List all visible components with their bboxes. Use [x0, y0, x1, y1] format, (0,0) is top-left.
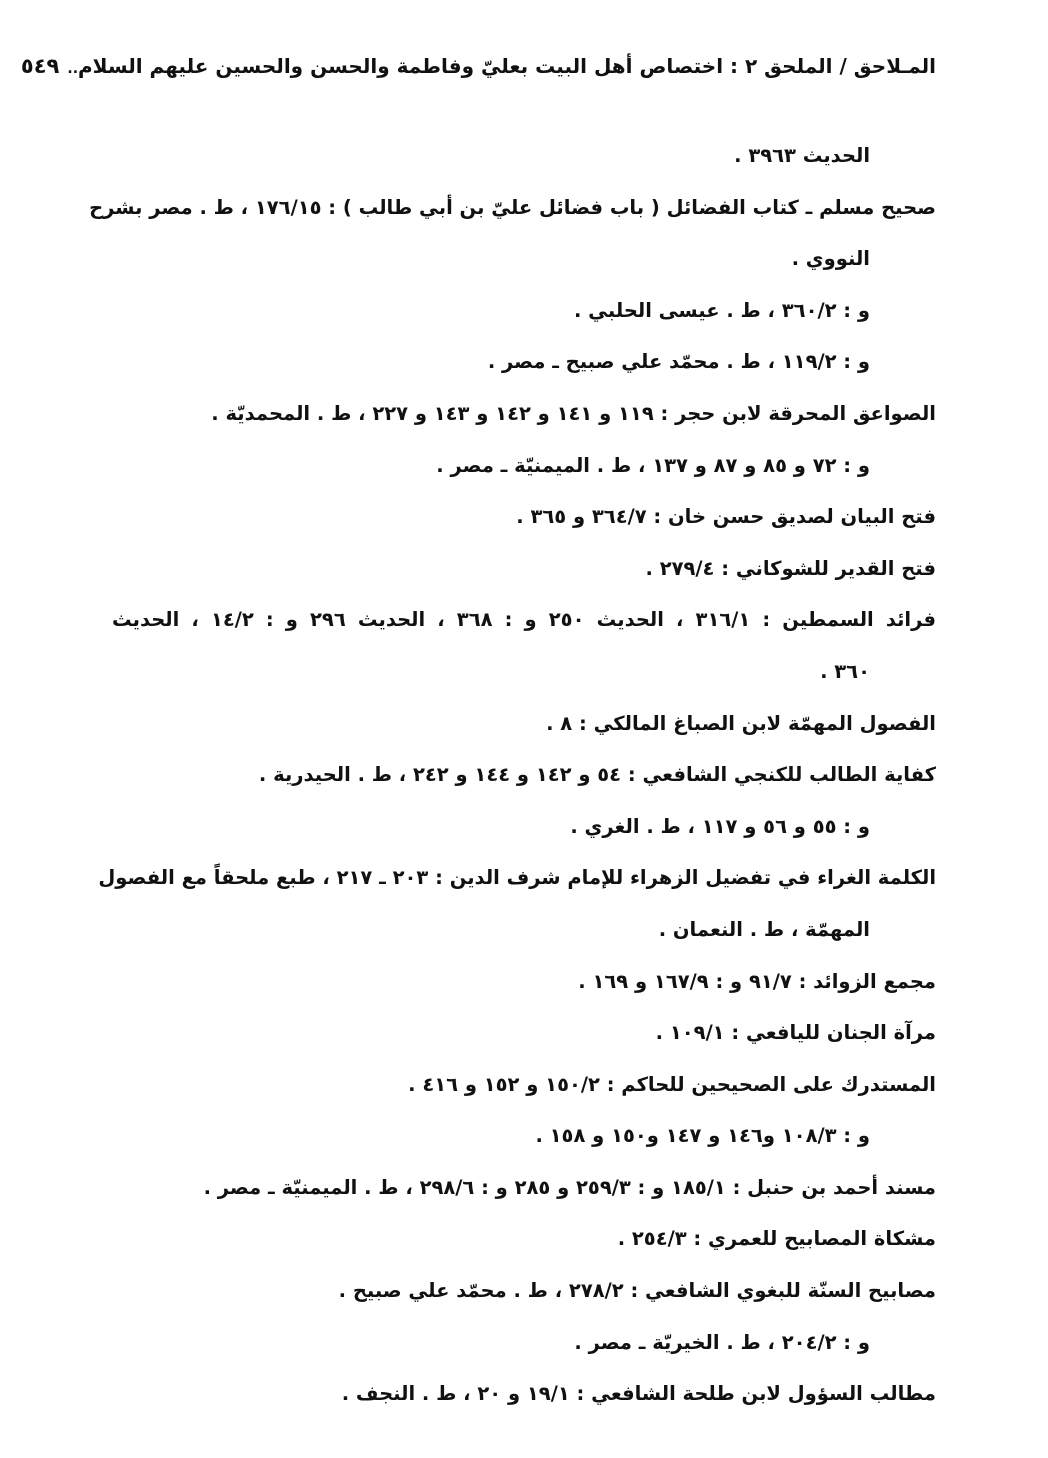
header-title: المـلاحق / الملحق ٢ : اختصاص أهل البيت بعليّ وفاطمة والحسن والحسين عليهم السلام — [78, 54, 936, 78]
reference-entry: فتح البيان لصديق حسن خان : ٣٦٤/٧ و ٣٦٥ . — [516, 505, 936, 529]
reference-entry: فرائد السمطين : ٣١٦/١ ، الحديث ٢٥٠ و : ٣٦٨ ، الحديث ٢٩٦ و : ١٤/٢ ، الحديث — [112, 608, 937, 632]
continuation-line: ٣٦٠ . — [820, 659, 870, 683]
page-number-group — [21, 54, 78, 78]
reference-entry: كفاية الطالب للكنجي الشافعي : ٥٤ و ١٤٢ و ١٤٤ و ٢٤٢ ، ط . الحيدرية . — [258, 763, 936, 787]
continuation-line: النووي . — [791, 247, 870, 271]
page-number: ٥٤٩ — [20, 54, 60, 78]
sub-reference: و : ٧٢ و ٨٥ و ٨٧ و ١٣٧ ، ط . الميمنيّة ـ مصر . — [436, 453, 870, 477]
reference-entry: مطالب السؤول لابن طلحة الشافعي : ١٩/١ و ٢٠ ، ط . النجف . — [341, 1382, 936, 1406]
sub-reference: و : ٣٦٠/٢ ، ط . عيسى الحلبي . — [573, 298, 870, 322]
reference-entry: مشكاة المصابيح للعمري : ٢٥٤/٣ . — [617, 1227, 936, 1251]
running-header — [20, 46, 936, 86]
sub-reference: و : ١١٩/٢ ، ط . محمّد علي صبيح ـ مصر . — [487, 350, 870, 374]
reference-entry: المستدرك على الصحيحين للحاكم : ١٥٠/٢ و ١٥٢ و ٤١٦ . — [408, 1072, 936, 1096]
reference-entry: الكلمة الغراء في تفضيل الزهراء للإمام شرف الدين : ٢٠٣ ـ ٢١٧ ، طبع ملحقاً مع الفصول — [98, 866, 936, 890]
continuation-line: المهمّة ، ط . النعمان . — [658, 917, 870, 941]
sub-reference: و : ٥٥ و ٥٦ و ١١٧ ، ط . الغري . — [570, 814, 870, 838]
reference-entry: الصواعق المحرقة لابن حجر : ١١٩ و ١٤١ و ١٤٢ و ١٤٣ و ٢٢٧ ، ط . المحمديّة . — [211, 401, 936, 425]
reference-list — [89, 130, 937, 1420]
sub-reference: و : ٢٠٤/٢ ، ط . الخيريّة ـ مصر . — [574, 1330, 870, 1354]
reference-entry: مصابيح السنّة للبغوي الشافعي : ٢٧٨/٢ ، ط . محمّد علي صبيح . — [338, 1279, 936, 1303]
reference-entry: صحيح مسلم ـ كتاب الفضائل ( باب فضائل عليّ بن أبي طالب ) : ١٧٦/١٥ ، ط . مصر بشرح — [89, 195, 936, 219]
reference-entry: مجمع الزوائد : ٩١/٧ و : ١٦٧/٩ و ١٦٩ . — [578, 969, 936, 993]
reference-entry: فتح القدير للشوكاني : ٢٧٩/٤ . — [645, 556, 936, 580]
reference-entry: مسند أحمد بن حنبل : ١٨٥/١ و : ٢٥٩/٣ و ٢٨٥ و : ٢٩٨/٦ ، ط . الميمنيّة ـ مصر . — [203, 1175, 936, 1199]
reference-entry: مرآة الجنان لليافعي : ١٠٩/١ . — [655, 1021, 936, 1045]
reference-entry: الفصول المهمّة لابن الصباغ المالكي : ٨ . — [546, 711, 936, 735]
continuation-line: الحديث ٣٩٦٣ . — [734, 144, 870, 167]
header-separator: .. — [67, 61, 79, 77]
sub-reference: و : ١٠٨/٣ و١٤٦ و ١٤٧ و١٥٠ و ١٥٨ . — [535, 1124, 870, 1148]
